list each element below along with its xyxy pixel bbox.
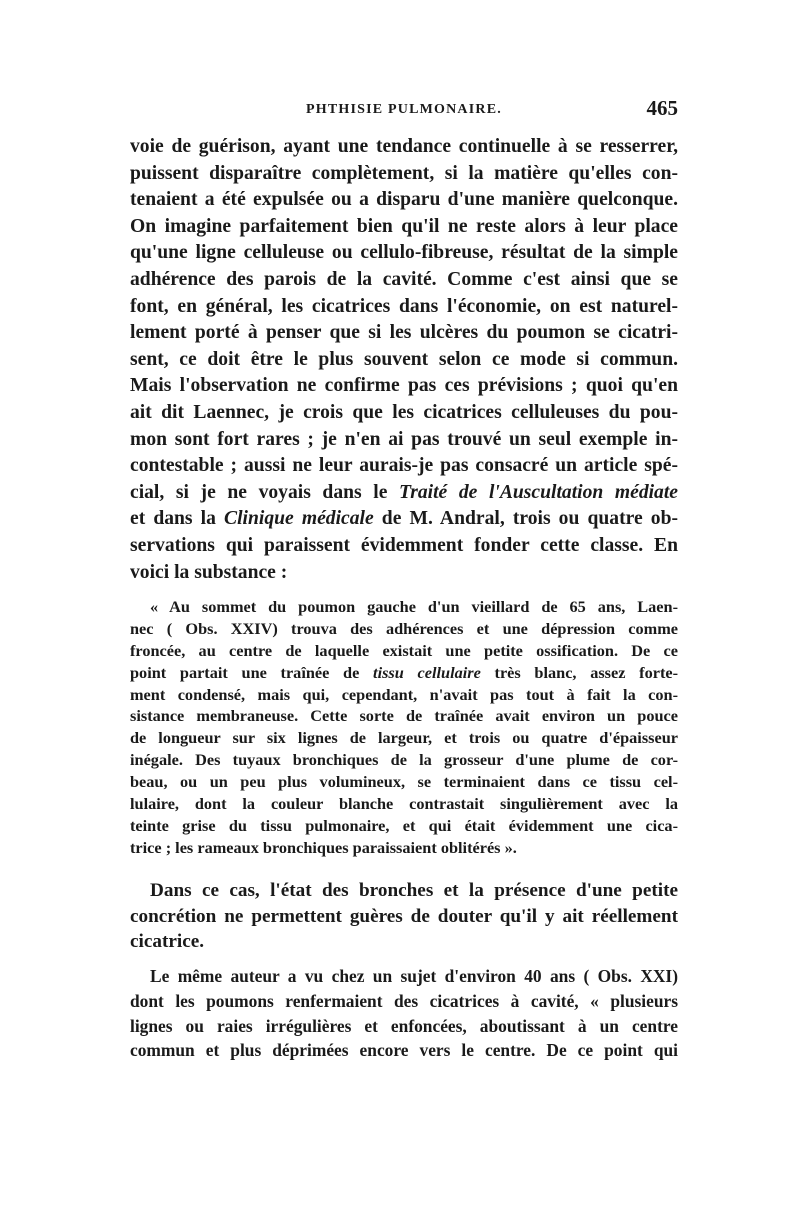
text-line: commun et plus déprimées encore vers le centre. De ce point qui — [130, 1040, 678, 1061]
paragraph-2 — [130, 878, 678, 955]
text-line: sent, ce doit être le plus souvent selon ce mode si commun. — [130, 348, 678, 370]
running-title: PHTHISIE PULMONAIRE. — [306, 102, 502, 117]
text-run: de M. Andral, trois ou quatre ob- — [381, 508, 678, 530]
text-line: lulaire, dont la couleur blanche contrastait singulièrement avec la — [130, 794, 678, 814]
paragraph-1 — [130, 134, 678, 586]
text-line: concrétion ne permettent guères de douter qu'il y ait réellement — [130, 905, 678, 927]
text-line: trice ; les rameaux bronchiques paraissaient oblitérés ». — [130, 837, 517, 857]
text-line: lignes ou raies irrégulières et enfoncées, aboutissant à un centre — [130, 1015, 678, 1036]
text-line: cicatrice. — [130, 931, 205, 952]
text-line: beau, ou un peu plus volumineux, se terminaient dans ce tissu cel- — [130, 772, 678, 792]
text-line — [130, 480, 678, 507]
text-line: adhérence des parois de la cavité. Comme c'est ainsi que se — [130, 268, 678, 290]
text-line — [130, 662, 678, 684]
text-run: cial, si je ne voyais dans le — [130, 481, 388, 503]
paragraph-3 — [130, 964, 678, 1063]
text-line: voici la substance : — [130, 561, 288, 583]
text-line: font, en général, les cicatrices dans l'économie, on est naturel- — [130, 295, 678, 317]
text-line: Mais l'observation ne confirme pas ces prévisions ; quoi qu'en — [130, 375, 678, 397]
running-head — [130, 96, 678, 128]
text-line: dont les poumons renfermaient des cicatrices à cavité, « plusieurs — [130, 990, 678, 1011]
book-title-italic: Clinique médicale — [224, 508, 374, 530]
text-line: Le même auteur a vu chez un sujet d'environ 40 ans ( Obs. XXI) — [150, 966, 678, 986]
text-line: froncée, au centre de laquelle existait une petite ossification. De ce — [130, 640, 678, 660]
book-title-italic: Traité de l'Auscultation médiate — [399, 481, 678, 503]
text-line: nec ( Obs. XXIV) trouva des adhérences et une dépression comme — [130, 618, 678, 638]
text-run: et dans la — [130, 508, 216, 530]
text-line: Dans ce cas, l'état des bronches et la présence d'une petite — [150, 880, 678, 901]
page-number: 465 — [646, 96, 678, 120]
text-line: ment condensé, mais qui, cependant, n'avait pas tout à fait la con- — [130, 684, 678, 704]
text-line: servations qui paraissent évidemment fonder cette classe. En — [130, 534, 678, 556]
text-line: qu'une ligne celluleuse ou cellulo-fibreuse, résultat de la simple — [130, 242, 678, 264]
text-line: teinte grise du tissu pulmonaire, et qui était évidemment une cica- — [130, 815, 678, 835]
text-line: tenaient a été expulsée ou a disparu d'une manière quelconque. — [130, 189, 678, 211]
text-line: mon sont fort rares ; je n'en ai pas trouvé un seul exemple in- — [130, 428, 678, 450]
text-run: point partait une traînée de — [130, 662, 360, 682]
text-line: lement porté à penser que si les ulcères du poumon se cicatri- — [130, 322, 678, 344]
text-line: sistance membraneuse. Cette sorte de traînée avait environ un pouce — [130, 706, 678, 726]
text-line: de longueur sur six lignes de largeur, et trois ou quatre d'épaisseur — [130, 728, 678, 748]
text-line: voie de guérison, ayant une tendance continuelle à se resserrer, — [130, 136, 678, 157]
text-line: ait dit Laennec, je crois que les cicatrices celluleuses du pou- — [130, 401, 678, 423]
text-line: « Au sommet du poumon gauche d'un vieillard de 65 ans, Laen- — [150, 597, 678, 616]
text-line: On imagine parfaitement bien qu'il ne reste alors à leur place — [130, 215, 678, 237]
text-run: très blanc, assez forte- — [494, 662, 679, 682]
text-line: inégale. Des tuyaux bronchiques de la grosseur d'une plume de cor- — [130, 750, 678, 770]
text-line: contestable ; aussi ne leur aurais-je pas consacré un article spé- — [130, 455, 678, 477]
emphasis-italic: tissu cellulaire — [373, 662, 481, 682]
text-line — [130, 506, 678, 533]
quoted-observation — [130, 596, 678, 859]
text-line: puissent disparaître complètement, si la matière qu'elles con- — [130, 162, 678, 184]
